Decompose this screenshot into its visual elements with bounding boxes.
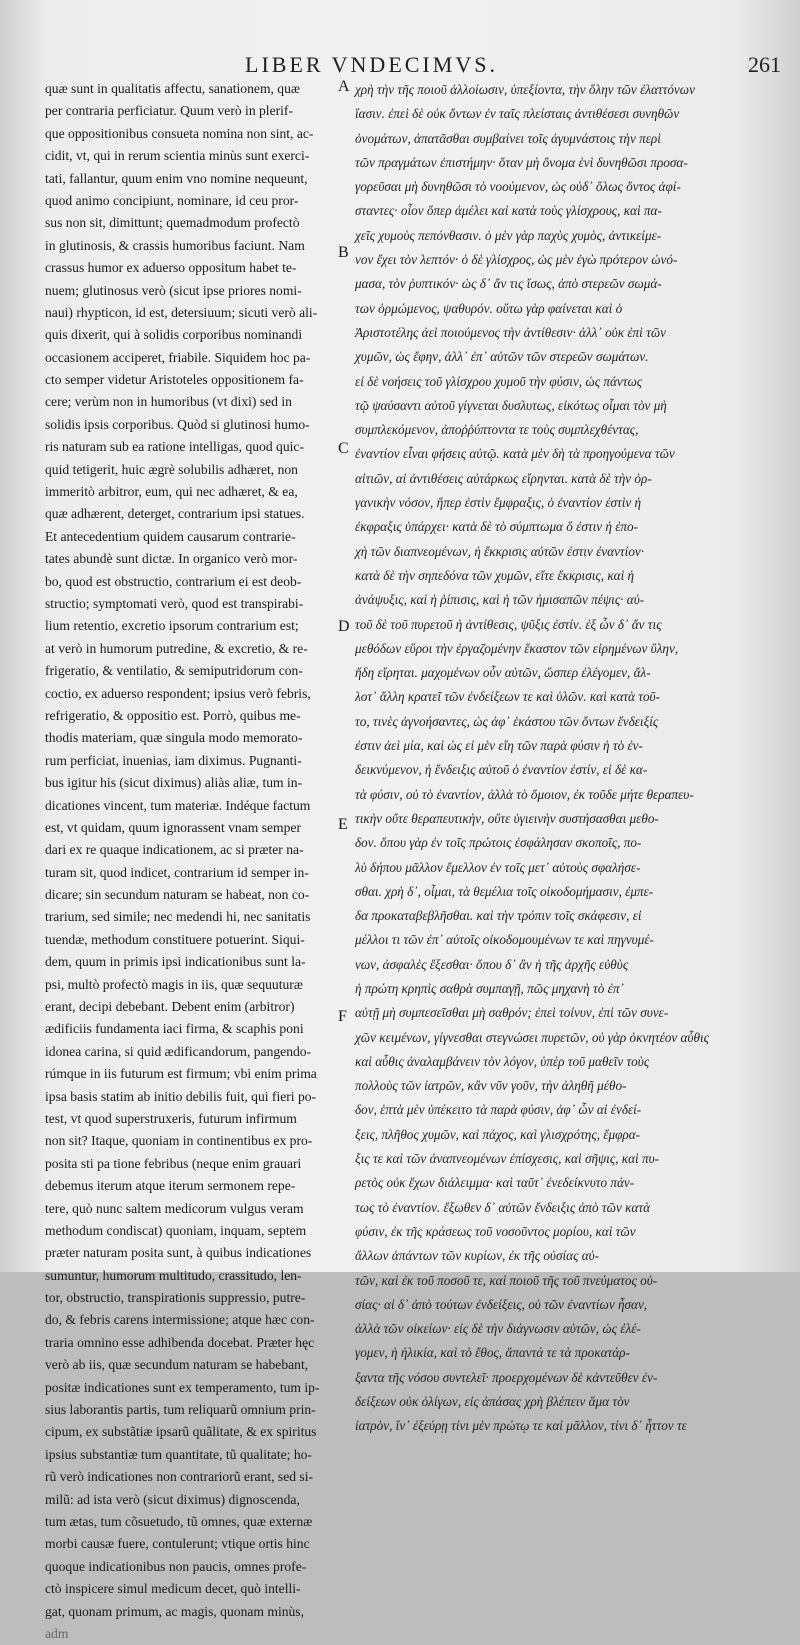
text-line: τικὴν οὔτε θεραπευτικὴν, οὔτε ὑγιεινὴν συστήσασθαι μεθο- (355, 810, 659, 826)
text-line: δον, ἑπτὰ μὲν ὑπέκειτο τὰ παρὰ φύσιν, ἀφ᾽ ὧν αἱ ἐνδεί- (355, 1102, 642, 1118)
text-line: τῷ ψαύσαντι αὐτοῦ γίγνεται δυσλυτως, εἰκότως οἶμαι τὸν μὴ (355, 397, 667, 413)
text-line: δείξεων οὐκ ὀλίγων, εἰς ἁπάσας χρὴ βλέπειν ἅμα τὸν (355, 1394, 630, 1410)
text-line: idonea carina, si quid ædificandorum, pangendo- (45, 1043, 312, 1059)
text-line: solidis ipsis corporibus. Quòd si glutinosi humo- (45, 416, 310, 432)
text-line: ædificiis fundamenta iaci firma, & scaphis poni (45, 1021, 304, 1037)
text-line: tates abundè sunt dictæ. In organico verò mor- (45, 551, 298, 567)
text-line: ἄλλων ἁπάντων τῶν κυρίων, ἐκ τῆς οὐσίας αὐ- (355, 1248, 600, 1264)
text-line: ἐστιν ἀεὶ μία, καὶ ὡς εἰ μὲν εἴη τῶν παρὰ φύσιν ἡ τὸ ἐν- (355, 738, 643, 754)
text-line: dari ex re quaque indicationem, ac si præter na- (45, 842, 304, 858)
text-line: lium retentio, excretio ipsorum contrarium est; (45, 618, 299, 634)
text-line: λὺ δήπου μᾶλλον ἔμελλον ἐν τοῖς μετ᾽ αὐτοὺς σφαλήσε- (355, 859, 641, 875)
text-line: tere, quò nunc saltem medicorum vulgus veram (45, 1200, 304, 1216)
text-line: quid tetigerit, huic ægrè solubilis adhæret, non (45, 461, 298, 477)
text-line: posita sti pa tione febribus (neque enim grauari (45, 1155, 302, 1171)
text-line: cipum, ex substãtiæ ipsarũ quãlitate, & ex spiritus (45, 1424, 317, 1440)
text-line: Et antecedentium quidem causarum contrarie- (45, 528, 296, 544)
margin-letter: D (338, 618, 350, 635)
text-line: ἐκφραξις ὑπάρχει· κατὰ δὲ τὸ σύμπτωμα ὅ ἐστιν ἡ ἐπο- (355, 519, 639, 535)
text-line: γανικὴν νόσον, ἥπερ ἐστὶν ἔμφραξις, ὁ ἐναντίον ἐστὶν ἡ (355, 495, 642, 511)
text-line: το, τινὲς ἀγνοήσαντες, ὡς ἀφ᾽ ἑκάστου τῶν ὄντων ἔνδειξίς (355, 713, 659, 729)
running-title: LIBER VNDECIMVS. (245, 52, 498, 77)
text-line: ξαντα τῆς νόσου συντελεῖ· προερχομένων δὲ κἀντεῦθεν ἐν- (355, 1369, 658, 1385)
text-line: quæ adhærent, deterget, contrarium ipsi statues. (45, 506, 305, 522)
text-line: turam sit, quod indicet, contrarium id semper in- (45, 864, 309, 880)
text-line: immeritò arbitror, eum, qui nec adhæret, & ea, (45, 484, 298, 500)
text-line: ρετὸς οὐκ ἔχων διάλειμμα· καὶ ταῦτ᾽ ἐνεδείκνυτο πάν- (355, 1175, 635, 1191)
text-line: rũ verò indicationes non contrariorũ erant, sed si- (45, 1469, 314, 1485)
text-line: positæ indicationes sunt ex temperamento, tum ip- (45, 1379, 320, 1395)
text-line: ἴασιν. ἐπεὶ δὲ οὐκ ὄντων ἐν ταῖς πλείσταις ἀντιθέσεσι συνηθῶν (355, 106, 680, 122)
text-line: ξεις, πλῆθος χυμῶν, καὶ πάχος, καὶ γλισχρότης, ἔμφρα- (355, 1126, 641, 1142)
text-line: σίας· αἱ δ᾽ ἀπὸ τούτων ἐνδείξεις, οὐ τῶν ἐναντίων ἦσαν, (355, 1296, 648, 1312)
text-line: ipsius substantiæ tum quantitate, tũ qualitate; ho- (45, 1446, 312, 1462)
text-line: methodum condiscat) quoniam, inquam, septem (45, 1222, 307, 1238)
text-line: sumuntur, humorum multitudo, crassitudo, len- (45, 1267, 302, 1283)
text-line: κατὰ δὲ τὴν σηπεδόνα τῶν χυμῶν, εἴτε ἔκκρισις, καὶ ἡ (355, 567, 635, 583)
text-line: quis dixerit, qui à solidis corporibus nominandi (45, 327, 303, 343)
text-line: μασα, τὸν ῥυπτικόν· ὡς δ᾽ ἄν τις ἴσως, ἀπὸ στερεῶν σωμά- (355, 276, 662, 292)
text-line: δα προκαταβεβλῆσθαι. καὶ τὴν τρόπιν τοῖς σκάφεσιν, εἰ (355, 908, 642, 924)
text-line: χρὴ τὴν τῆς ποιοῦ ἀλλοίωσιν, ὑπεξίοντα, τὴν ὅλην τῶν ἐλαττόνων (355, 82, 695, 97)
text-line: cto semper videtur Aristoteles oppositionem fa- (45, 372, 304, 388)
margin-letter: E (338, 816, 348, 833)
text-line: structio; symptomati verò, quod est transpirabi- (45, 595, 304, 611)
text-line: σταντες· οἷον ὅπερ ἀμέλει καὶ κατὰ τοὺς γλίσχρους, καὶ πα- (355, 203, 662, 219)
text-line: φύσιν, ἐκ τῆς κράσεως τοῦ νοσοῦντος μορίου, καὶ τῶν (355, 1223, 636, 1239)
text-line: των ὁρμώμενος, ψαθυρόν. οὕτω γὰρ φαίνεται καὶ ὁ (355, 300, 623, 316)
margin-letter: A (338, 78, 350, 95)
text-line: milũ: ad ista verò (sicut diximus) dignoscenda, (45, 1491, 300, 1507)
text-line: γορεῦσαι μὴ δυνηθῶσι τὸ νοούμενον, ὡς οὐδ᾽ ὅλως ὄντος ἀφί- (355, 179, 681, 195)
text-line: dem, quum in primis ipsi indicationibus sunt la- (45, 954, 306, 970)
text-line: εἰ δὲ νοήσεις τοῦ γλίσχρου χυμοῦ τὴν φύσιν, ὡς πάντως (355, 373, 643, 389)
text-line: debemus iterum atque iterum sermonem repe- (45, 1178, 296, 1194)
text-line: crassus humor ex aduerso oppositum habet te- (45, 260, 297, 276)
page-header (0, 50, 800, 80)
text-line: rum perficiat, inuenias, iam diximus. Pugnanti- (45, 752, 302, 768)
latin-text-column (45, 78, 330, 1645)
catchword: adm (45, 1625, 69, 1641)
text-line: τῶν πραγμάτων ἐπιστήμην· ὅταν μὴ ὄνομα ἑνὶ δυνηθῶσι προσα- (355, 154, 688, 170)
text-line: morbi causæ fuere, contulerunt; vtique ortis hinc (45, 1536, 310, 1552)
text-line: refrigeratio, & oppositio est. Porrò, quibus me- (45, 707, 301, 723)
text-line: τοῦ δὲ τοῦ πυρετοῦ ἡ ἀντίθεσις, ψῦξις ἐστίν. ἐξ ὧν δ᾽ ἄν τις (355, 616, 662, 632)
text-line: test, vt quod superstruxeris, futurum infirmum (45, 1110, 297, 1126)
text-line: occasionem acciperet, friabile. Siquidem hoc pa- (45, 349, 311, 365)
text-line: ἡ πρώτη κρηπὶς σαθρὰ συμπαγῇ, πῶς μηχανὴ τὸ ἐπ᾽ (355, 980, 624, 996)
text-line: ἤδη εἴρηται. μαχομένων οὖν αὐτῶν, ὥσπερ ἐλέγομεν, ἄλ- (355, 665, 651, 681)
text-line: αἰτιῶν, αἱ ἀντιθέσεις αὐτάρκως εἴρηνται. κατὰ δὲ τὴν ὀρ- (355, 470, 652, 486)
text-line: est, vt quidam, quum ignorassent vnam semper (45, 819, 301, 835)
text-line: rúmque in iis futurum est firmum; vbi enim prima (45, 1066, 317, 1082)
text-line: cidit, vt, qui in rerum scientia minùs sunt exerci- (45, 148, 310, 164)
text-line: γομεν, ἡ ἡλικία, καὶ τὸ ἔθος, ἅπαντά τε τὰ προκατάρ- (355, 1345, 630, 1361)
text-line: gat, quonam primum, ac magis, quonam minùs, (45, 1603, 304, 1619)
text-line: bus igitur his (sicut diximus) aliàs aliæ, tum in- (45, 775, 303, 791)
text-line: dicationes vincent, tum materiæ. Indéque factum (45, 797, 311, 813)
text-line: bo, quod est obstructio, contrarium ei est deob- (45, 573, 302, 589)
text-line: præter naturam posita sunt, à quibus indicationes (45, 1245, 312, 1261)
text-line: πολλοὺς τῶν ἰατρῶν, κἂν νῦν γοῦν, τὴν ἀληθῆ μέθο- (355, 1078, 627, 1094)
text-line: tuendæ, methodum constituere potuerint. Siqui- (45, 931, 305, 947)
text-line: quod animo concipiunt, nominare, id ceu pror- (45, 192, 299, 208)
text-line: sius laborantis partis, tum reliquarũ omnium prin- (45, 1402, 316, 1418)
text-line: χυμῶν, ὡς ἔφην, ἀλλ᾽ ἐπ᾽ αὐτῶν τῶν στερεῶν σωμάτων. (355, 349, 649, 365)
text-line: ξις τε καὶ τῶν ἀναπνεομένων ἐπίσχεσις, καὶ σῆψις, καὶ πυ- (355, 1151, 660, 1167)
text-line: tum ætas, tum cõsuetudo, tũ omnes, quæ externæ (45, 1514, 313, 1529)
margin-letter: F (338, 1008, 347, 1025)
margin-letter: C (338, 440, 349, 457)
text-line: ἀλλὰ τῶν οἰκείων· εἰς δὲ τὴν διάγνωσιν αὐτῶν, ὡς ἐλέ- (355, 1321, 641, 1337)
text-line: λοτ᾽ ἄλλη κρατεῖ τῶν ἐνδείξεων τε καὶ ὑλῶν. καὶ κατὰ τοῦ- (355, 689, 660, 705)
text-line: δεικνύμενον, ἡ ἔνδειξις αὐτοῦ ὁ ἐναντίον ἐστίν, εἰ δὲ κα- (355, 762, 648, 778)
text-line: νον ἔχει τὸν λεπτόν· ὁ δὲ γλίσχρος, ὡς μὲν ἐγὼ πρότερον ὠνό- (355, 252, 678, 268)
text-line: τὰ φύσιν, οὐ τὸ ἐναντίον, ἀλλὰ τὸ ὅμοιον, ἐκ τοῦδε μήτε θεραπευ- (355, 786, 694, 802)
text-line: μεθόδων εὕροι τὴν ἐργαζομένην ἕκαστον τῶν εἰρημένων ὕλην, (355, 640, 679, 656)
text-line: frigeratio, & ventilatio, & semiputridorum con- (45, 663, 303, 679)
text-line: do, & febris carens intermissione; atque hæc con- (45, 1312, 315, 1328)
text-line: καὶ αὖθις ἀναλαμβάνειν τὸν λόγον, ὑπὲρ τοῦ μαθεῖν τοὺς (355, 1053, 650, 1069)
text-line: χὴ τῶν διαπνεομένων, ἡ ἔκκρισις αὐτῶν ἐστιν ἐναντίον· (355, 543, 645, 559)
text-line: psi, multò profectò magis in iis, quæ sequuturæ (45, 976, 303, 992)
text-line: αὐτῇ μὴ συμπεσεῖσθαι μὴ σαθρόν; ἐπεὶ τοίνυν, ἐπὶ τῶν συνε- (355, 1005, 669, 1021)
text-line: que oppositionibus consueta nomina non sint, ac- (45, 125, 314, 141)
text-line: tor, obstructio, transpirationis suppressio, putre- (45, 1290, 306, 1306)
text-line: at verò in humorum putredine, & excretio, & re- (45, 640, 308, 656)
text-line: τῶν, καὶ ἐκ τοῦ ποσοῦ τε, καὶ ποιοῦ τῆς τοῦ πνεύματος οὐ- (355, 1272, 658, 1288)
text-line: quoque indicationibus non paucis, omnes profe- (45, 1558, 307, 1574)
text-line: τως τὸ ἐναντίον. ἔξωθεν δ᾽ αὐτῶν ἔνδειξις ἀπὸ τῶν κατὰ (355, 1199, 650, 1215)
text-line: ἰατρὸν, ἵν᾽ ἐξεύρῃ τίνι μὲν πρώτῳ τε καὶ μᾶλλον, τίνι δ᾽ ἧττον τε (355, 1418, 687, 1434)
text-line: μέλλοι τι τῶν ἐπ᾽ αὐτοῖς οἰκοδομουμένων τε καὶ πηγνυμέ- (355, 932, 654, 948)
text-line: Ἀριστοτέλης ἀεὶ ποιούμενος τὴν ἀντίθεσιν· ἀλλ᾽ οὐκ ἐπὶ τῶν (355, 324, 667, 340)
page-number: 261 (748, 52, 781, 77)
text-line: ἐναντίον εἶναι φήσεις αὐτῷ. κατὰ μὲν δὴ τὰ προηγούμενα τῶν (355, 446, 675, 462)
text-line: trarium, sed simile; nec medendi hi, nec sanitatis (45, 909, 311, 925)
text-line: cere; verùm non in humoribus (vt dixi) sed in (45, 394, 292, 410)
text-line: ἀνάψυξις, καὶ ἡ ῥίπισις, καὶ ἡ τῶν ἡμισαπῶν πέψις· αὐ- (355, 592, 645, 608)
text-line: χῶν κειμένων, γίγνεσθαι στεγνώσει πυρετῶν, οὐ γὰρ ὀκνητέον αὖθις (355, 1029, 709, 1045)
text-line: ris naturam sub ea ratione intelligas, quod quic- (45, 439, 304, 455)
text-line: συμπλεκόμενον, ἀποῤῥύπτοντα τε τοὺς συμπλεχθέντας, (355, 422, 639, 438)
text-line: tati, fallantur, quum enim vno nomine nequeunt, (45, 170, 308, 186)
text-line: ὀνομάτων, ἀπατᾶσθαι συμβαίνει τοῖς ἀγυμνάστοις τὴν περὶ (355, 130, 661, 146)
text-line: per contraria perficiatur. Quum verò in plerif- (45, 103, 293, 119)
text-line: σθαι. χρὴ δ᾽, οἶμαι, τὰ θεμέλια τοῖς οἰκοδομήμασιν, ἐμπε- (355, 883, 654, 899)
text-line: in glutinosis, & crassis humoribus faciunt. Nam (45, 237, 305, 253)
text-line: verò ab iis, quæ secundum naturam se habebant, (45, 1357, 309, 1373)
text-line: naui) rhypticon, id est, detersiuum; sicuti verò ali- (45, 304, 318, 320)
text-line: coctio, ex aduerso respondent; ipsius verò febris, (45, 685, 311, 701)
text-line: nuem; glutinosus verò (sicut ipse priores nomi- (45, 282, 302, 298)
text-line: non sit? Itaque, quoniam in continentibus ex pro- (45, 1133, 313, 1149)
text-line: δον. ὅπου γὰρ ἐν τοῖς πρώτοις ἐσφάλησαν σκοποῖς, πο- (355, 835, 642, 851)
text-line: dicare; sin secundum naturam se habeat, non co- (45, 887, 310, 903)
text-line: sus non sit, dimittunt; quemadmodum profectò (45, 215, 300, 231)
greek-text-column (355, 78, 765, 1439)
text-line: erant, decipi debebant. Debent enim (arbitror) (45, 999, 295, 1015)
text-line: ctò inspicere simul medicum decet, quò intelli- (45, 1581, 301, 1597)
text-line: thodis materiam, quæ singula modo memorato- (45, 730, 303, 746)
margin-letter: B (338, 244, 349, 261)
text-line: χεῖς χυμοὺς πεπόνθασιν. ὁ μὲν γὰρ παχὺς χυμὸς, ἀντικείμε- (355, 227, 662, 243)
text-line: traria omnino esse adhibenda docebat. Præter hęc (45, 1334, 315, 1350)
text-line: quæ sunt in qualitatis affectu, sanationem, quæ (45, 81, 300, 96)
text-line: ipsa basis statim ab initio debilis fuit, qui fieri po- (45, 1088, 317, 1104)
text-line: νων, ἀσφαλὲς ἕξεσθαι· ὅπου δ᾽ ἂν ἡ τῆς ἀρχῆς εὐθὺς (355, 956, 629, 972)
